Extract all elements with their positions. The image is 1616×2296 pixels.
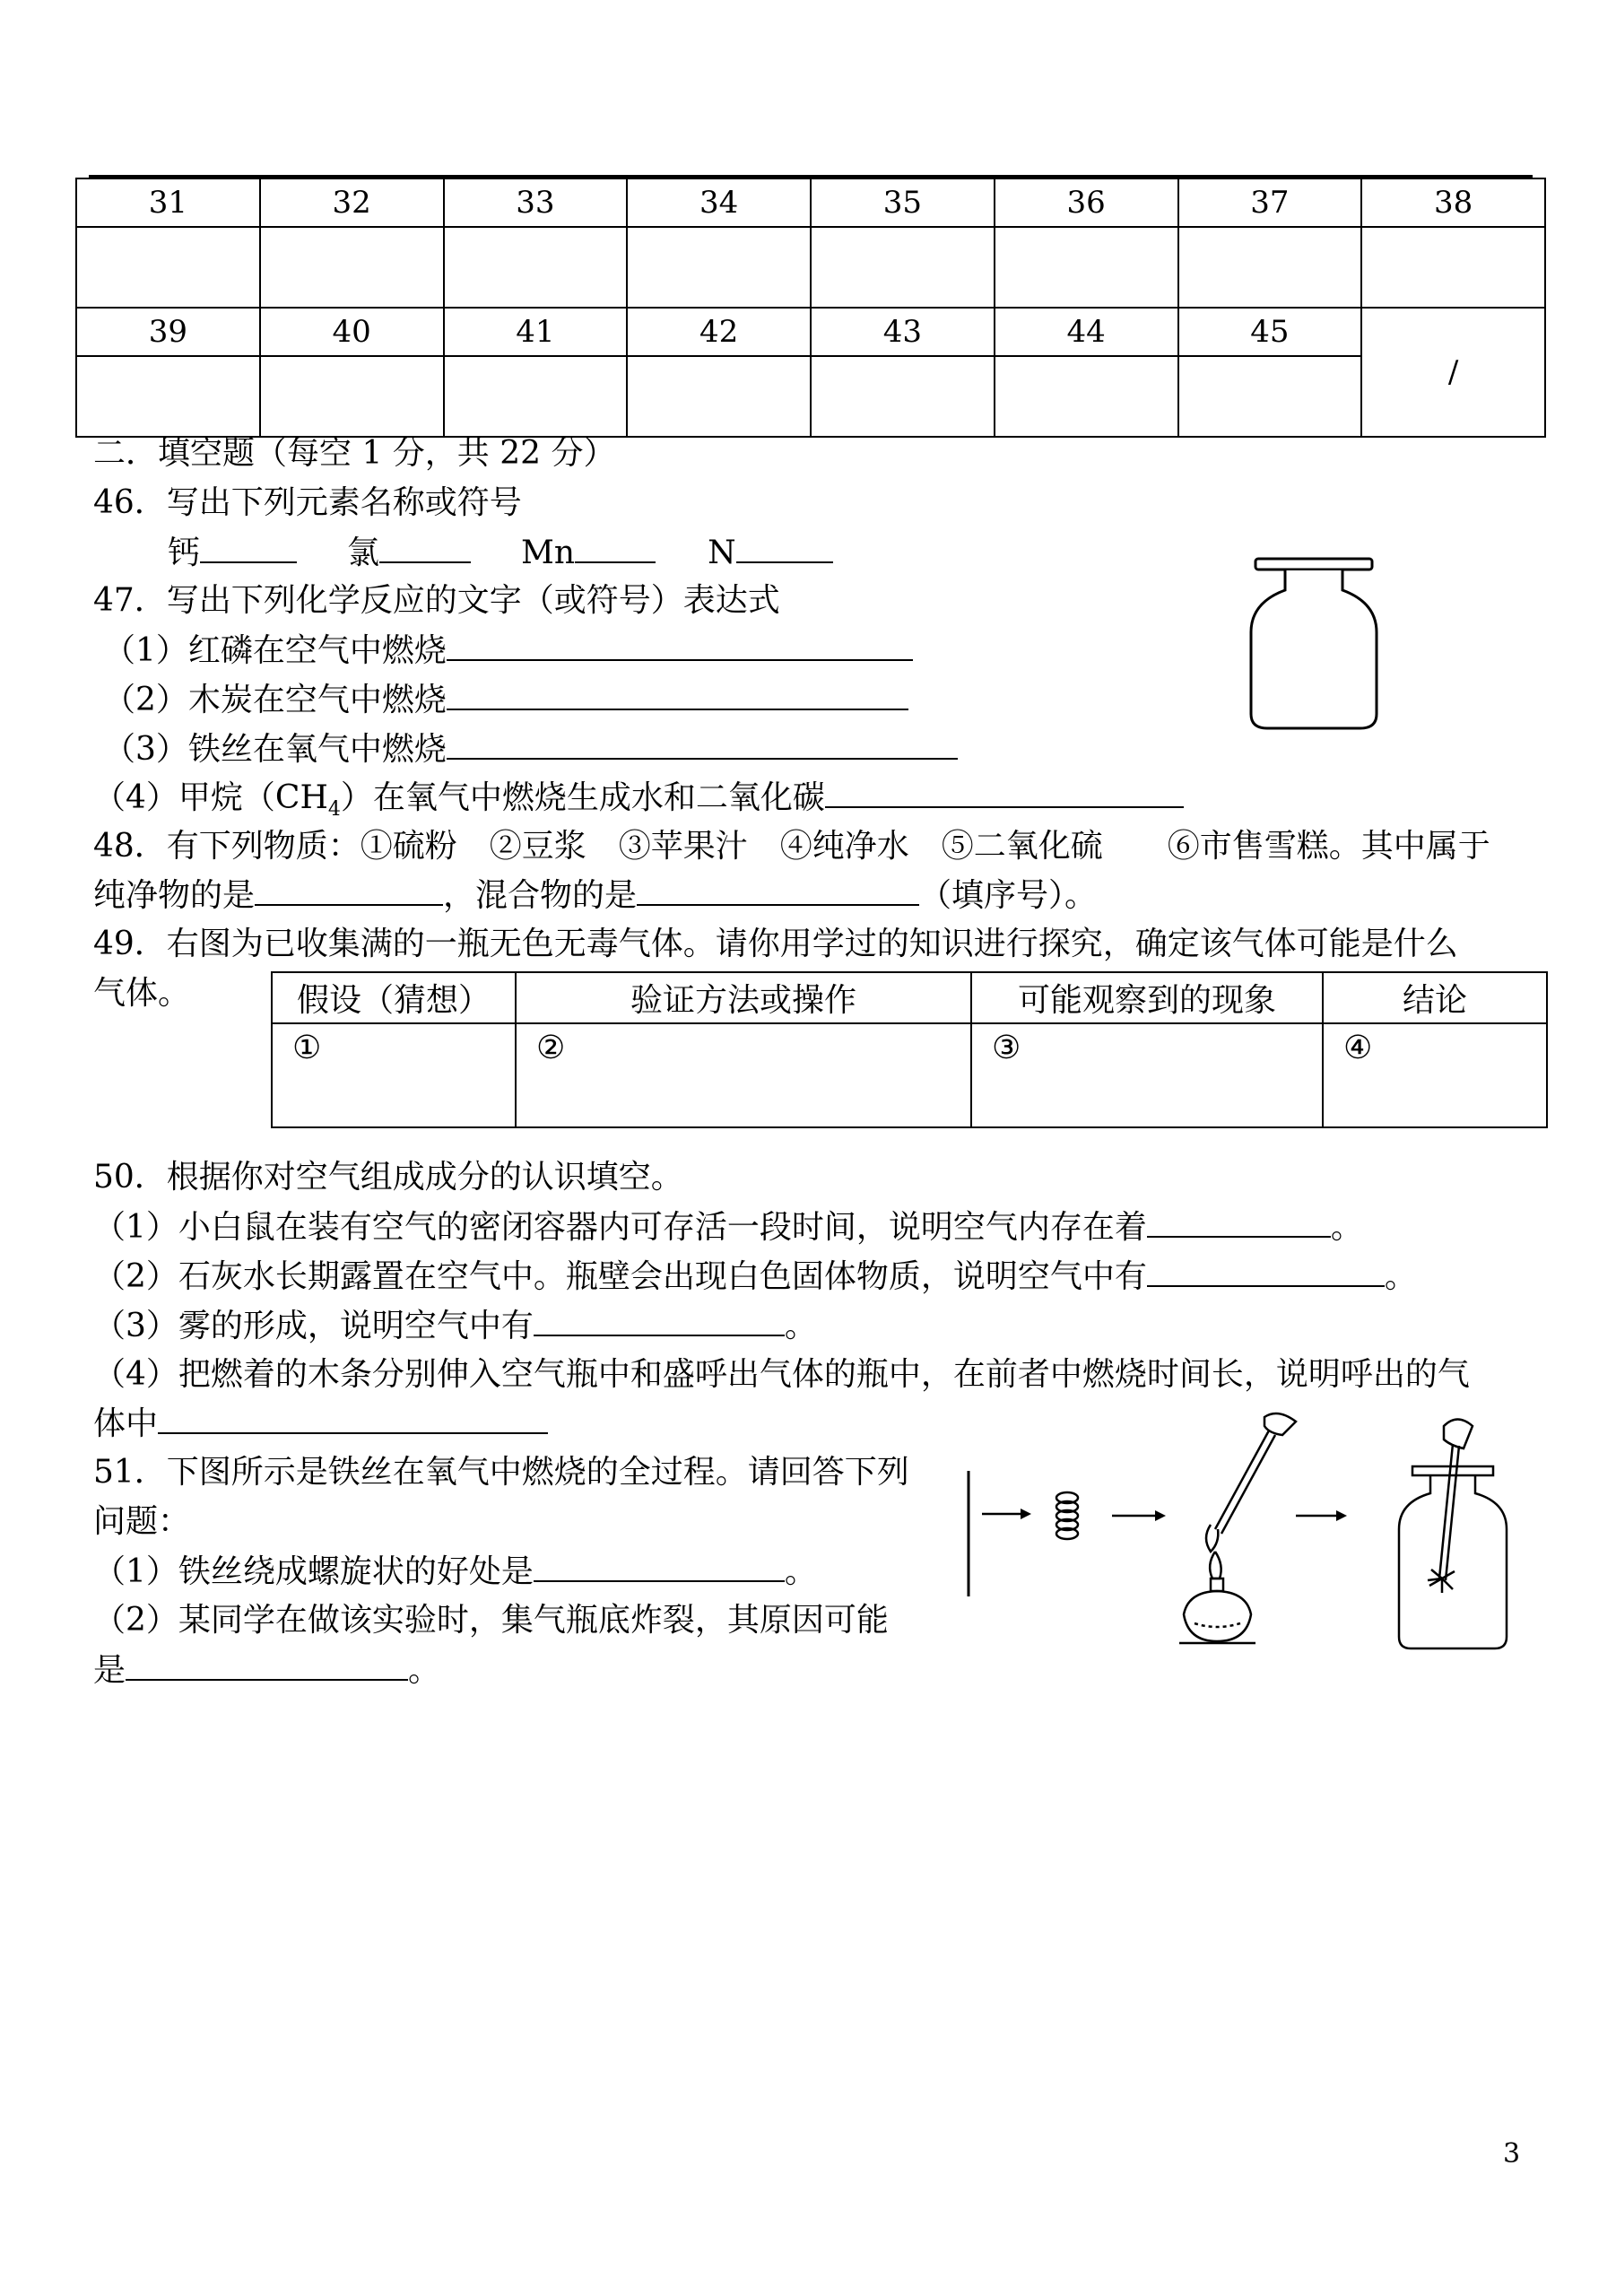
answer-cell[interactable] [1178, 227, 1362, 308]
answer-blank[interactable] [447, 682, 908, 710]
q47-item4-prefix: （4）甲烷（CH [93, 779, 328, 816]
q46-item: 钙 [168, 535, 201, 571]
answer-number: 37 [1178, 178, 1362, 227]
q47-item [103, 682, 908, 718]
arrow-icon [1021, 1509, 1031, 1519]
page-number: 3 [1503, 2138, 1521, 2170]
answer-blank[interactable] [200, 535, 297, 563]
q48-line2 [93, 877, 1097, 914]
answer-cell[interactable] [627, 227, 811, 308]
q51-line2: 问题： [93, 1503, 191, 1540]
answer-cell[interactable] [995, 356, 1178, 437]
answer-blank[interactable] [447, 731, 958, 760]
answer-blank[interactable] [126, 1652, 408, 1681]
arrow-icon [1155, 1510, 1166, 1521]
q47-item-label: （1）红磷在空气中燃烧 [103, 632, 447, 669]
answer-blank[interactable] [255, 877, 443, 906]
q49-header: 结论 [1323, 972, 1547, 1023]
answer-blank-row-1 [76, 227, 1545, 308]
q51-line1: 51．下图所示是铁丝在氧气中燃烧的全过程。请回答下列 [93, 1454, 909, 1491]
q46-title: 46．写出下列元素名称或符号 [93, 484, 522, 521]
q48-line1: 48．有下列物质：①硫粉 ②豆浆 ③苹果汁 ④纯净水 ⑤二氧化硫 ⑥市售雪糕。其中属于 [93, 828, 1490, 865]
answer-blank-row-2 [76, 356, 1545, 437]
answer-table [75, 178, 1546, 438]
wire-coil-icon [1056, 1492, 1078, 1539]
answer-blank[interactable] [534, 1308, 785, 1336]
answer-number: 40 [260, 308, 444, 356]
answer-cell[interactable] [76, 356, 260, 437]
answer-number: 44 [995, 308, 1178, 356]
answer-cell[interactable] [1361, 227, 1545, 308]
q49-header: 假设（猜想） [272, 972, 516, 1023]
q48-label: （填序号）。 [919, 877, 1098, 914]
gas-jar-combustion-icon [1399, 1420, 1507, 1649]
q47-item4-suffix: ）在氧气中燃烧生成水和二氧化碳 [340, 779, 825, 816]
answer-number: 32 [260, 178, 444, 227]
answer-number: 36 [995, 178, 1178, 227]
q50-item-label: （2）石灰水长期露置在空气中。瓶壁会出现白色固体物质，说明空气中有 [93, 1258, 1147, 1295]
answer-blank[interactable] [534, 1553, 785, 1582]
q51-item [93, 1553, 817, 1590]
q49-line1: 49．右图为已收集满的一瓶无色无毒气体。请你用学过的知识进行探究，确定该气体可能是什么 [93, 926, 1458, 962]
period: 。 [784, 1308, 817, 1344]
answer-cell[interactable] [811, 227, 995, 308]
q50-item-label: （3）雾的形成，说明空气中有 [93, 1308, 534, 1344]
period: 。 [1330, 1209, 1363, 1246]
answer-blank[interactable] [447, 632, 913, 661]
answer-cell[interactable] [995, 227, 1178, 308]
q47-item-label: （2）木炭在空气中燃烧 [103, 682, 447, 718]
answer-number: 33 [444, 178, 628, 227]
q49-header-row [272, 972, 1547, 1023]
q51-item-label: 是 [93, 1652, 126, 1689]
answer-cell[interactable] [811, 356, 995, 437]
period: 。 [1384, 1258, 1417, 1295]
q49-cell[interactable]: ③ [971, 1023, 1323, 1127]
q50-item [93, 1209, 1363, 1246]
answer-cell[interactable] [260, 227, 444, 308]
answer-cell[interactable] [1178, 356, 1362, 437]
answer-number: 31 [76, 178, 260, 227]
q51-item2-line2 [93, 1652, 440, 1689]
q49-body-row [272, 1023, 1547, 1127]
answer-blank[interactable] [1147, 1258, 1385, 1287]
answer-blank[interactable] [575, 535, 656, 563]
q49-cell[interactable]: ① [272, 1023, 516, 1127]
q47-item4-subscript: 4 [327, 798, 341, 822]
answer-cell[interactable] [260, 356, 444, 437]
q49-cell[interactable]: ④ [1323, 1023, 1547, 1127]
answer-number: 41 [444, 308, 628, 356]
q50-item [93, 1308, 817, 1344]
answer-cell[interactable] [76, 227, 260, 308]
q50-title: 50．根据你对空气组成成分的认识填空。 [93, 1159, 683, 1196]
q46-item: Mn [521, 535, 576, 571]
q49-header: 可能观察到的现象 [971, 972, 1323, 1023]
answer-blank[interactable] [158, 1405, 548, 1434]
period: 。 [784, 1553, 817, 1590]
q49-table [271, 971, 1548, 1128]
q49-header: 验证方法或操作 [516, 972, 971, 1023]
answer-number: 34 [627, 178, 811, 227]
answer-number: 38 [1361, 178, 1545, 227]
gas-bottle-icon [1242, 556, 1386, 735]
section-heading: 二．填空题（每空 1 分，共 22 分） [93, 435, 616, 472]
q46-item: 氯 [347, 535, 380, 571]
answer-blank[interactable] [637, 877, 919, 906]
q46-items [168, 535, 833, 571]
q51-item-label: （1）铁丝绕成螺旋状的好处是 [93, 1553, 534, 1590]
alcohol-lamp-heating-icon [1179, 1413, 1296, 1643]
answer-cell[interactable] [444, 356, 628, 437]
answer-number: 42 [627, 308, 811, 356]
q50-item-label: （1）小白鼠在装有空气的密闭容器内可存活一段时间，说明空气内存在着 [93, 1209, 1147, 1246]
q50-item [93, 1258, 1417, 1295]
answer-number: 35 [811, 178, 995, 227]
arrow-icon [1336, 1510, 1347, 1521]
answer-blank[interactable] [825, 779, 1184, 808]
q48-label: ，混合物的是 [443, 877, 638, 914]
q48-label: 纯净物的是 [93, 877, 256, 914]
period: 。 [408, 1652, 441, 1689]
iron-wire-combustion-diagram [960, 1399, 1551, 1668]
answer-number: 43 [811, 308, 995, 356]
answer-number: 39 [76, 308, 260, 356]
answer-number-row-1 [76, 178, 1545, 227]
answer-cell[interactable] [444, 227, 628, 308]
answer-cell[interactable] [627, 356, 811, 437]
answer-blank[interactable] [1147, 1209, 1331, 1238]
q50-item-label: 体中 [93, 1405, 159, 1442]
q49-cell[interactable]: ② [516, 1023, 971, 1127]
q50-item4-line2 [93, 1405, 548, 1442]
q46-item: N [708, 535, 736, 571]
q47-item-label: （3）铁丝在氧气中燃烧 [103, 731, 447, 768]
answer-number-row-2 [76, 308, 1545, 356]
q47-item [93, 779, 1184, 828]
answer-blank[interactable] [736, 535, 833, 563]
q50-item4-line1: （4）把燃着的木条分别伸入空气瓶中和盛呼出气体的瓶中，在前者中燃烧时间长，说明呼出的气 [93, 1356, 1470, 1393]
q47-title: 47．写出下列化学反应的文字（或符号）表达式 [93, 582, 780, 619]
q47-item [103, 632, 913, 669]
slash-cell: / [1361, 308, 1545, 437]
answer-blank[interactable] [379, 535, 471, 563]
q49-line2: 气体。 [93, 975, 191, 1012]
q51-item2-line1: （2）某同学在做该实验时，集气瓶底炸裂，其原因可能 [93, 1602, 889, 1639]
q47-item [103, 731, 958, 768]
answer-number: 45 [1178, 308, 1362, 356]
